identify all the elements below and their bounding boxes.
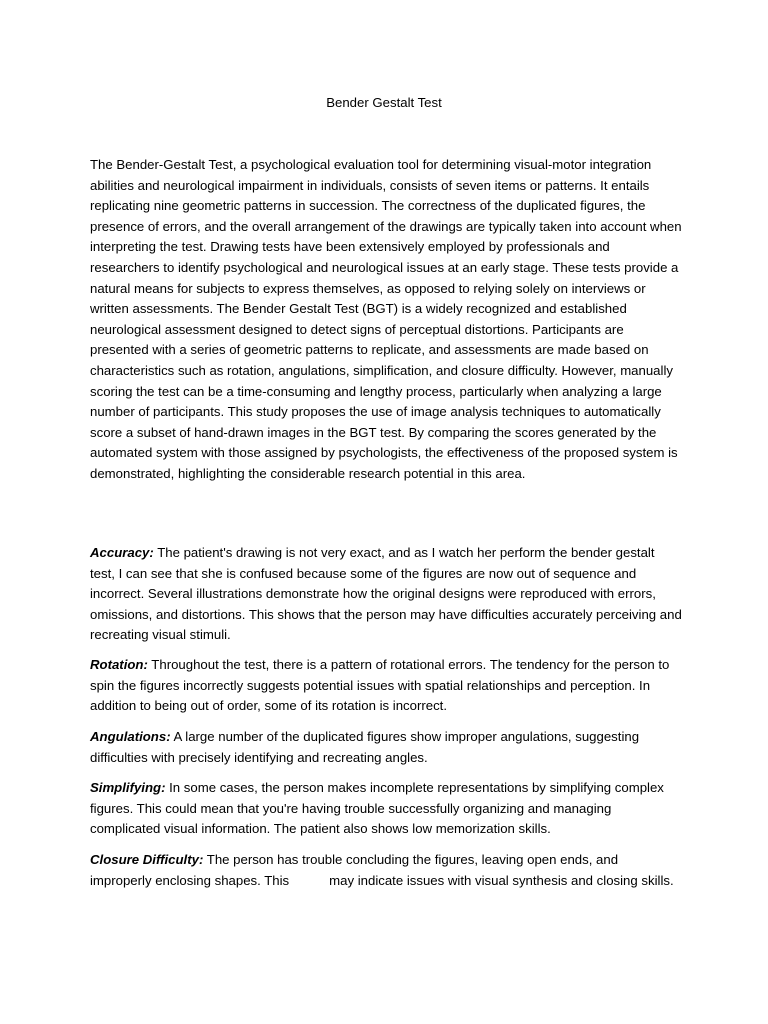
closure-text-before-gap: The person has trouble concluding the figures, leaving open ends, and improperly enclosing shapes. This xyxy=(90,852,619,888)
accuracy-text: The patient's drawing is not very exact, and as I watch her perform the bender gestalt test, I can see that she is confused because some of the figures are now out of sequence and incorrect. Several illustrations demonstrate how the original designs were reproduced with errors, omissions, and distortions. This shows that the person may have difficulties accurately perceiving and recreating visual stimuli. xyxy=(90,545,682,643)
rotation-text: Throughout the test, there is a pattern of rotational errors. The tendency for the person to spin the figures incorrectly suggests potential issues with spatial relationships and perception. In addition to being out of order, some of its rotation is incorrect. xyxy=(90,657,670,714)
rotation-label: Rotation: xyxy=(90,657,148,672)
closure-text-after-gap: may indicate issues with visual synthesis and closing skills. xyxy=(329,872,674,888)
angulations-paragraph xyxy=(90,727,682,768)
angulations-text: A large number of the duplicated figures show improper angulations, suggesting difficulties with precisely identifying and recreating angles. xyxy=(90,729,640,765)
closure-paragraph xyxy=(90,850,682,891)
accuracy-label: Accuracy: xyxy=(90,545,154,560)
document-title: Bender Gestalt Test xyxy=(326,95,442,110)
rotation-paragraph xyxy=(90,655,682,717)
intro-paragraph: The Bender-Gestalt Test, a psychological evaluation tool for determining visual-motor integration abilities and neurological impairment in individuals, consists of seven items or patterns. It entails replicating nine geometric patterns in succession. The correctness of the duplicated figures, the presence of errors, and the overall arrangement of the drawings are typically taken into account when interpreting the test. Drawing tests have been extensively employed by professionals and researchers to identify psychological and neurological issues at an early stage. These tests provide a natural means for subjects to express themselves, as opposed to relying solely on interviews or written assessments. The Bender Gestalt Test (BGT) is a widely recognized and established neurological assessment designed to detect signs of perceptual distortions. Participants are presented with a series of geometric patterns to replicate, and assessments are made based on characteristics such as rotation, angulations, simplification, and closure difficulty. However, manually scoring the test can be a time-consuming and lengthy process, particularly when analyzing a large number of participants. This study proposes the use of image analysis techniques to automatically score a subset of hand-drawn images in the BGT test. By comparing the scores generated by the automated system with those assigned by psychologists, the effectiveness of the proposed system is demonstrated, highlighting the considerable research potential in this area. xyxy=(90,157,682,481)
simplifying-paragraph xyxy=(90,778,682,840)
simplifying-label: Simplifying: xyxy=(90,780,166,795)
closure-label: Closure Difficulty: xyxy=(90,852,204,867)
accuracy-paragraph xyxy=(90,543,682,646)
angulations-label: Angulations: xyxy=(90,729,171,744)
simplifying-text: In some cases, the person makes incomplete representations by simplifying complex figures. This could mean that you're having trouble successfully organizing and managing complicated visual information. The patient also shows low memorization skills. xyxy=(90,780,664,837)
